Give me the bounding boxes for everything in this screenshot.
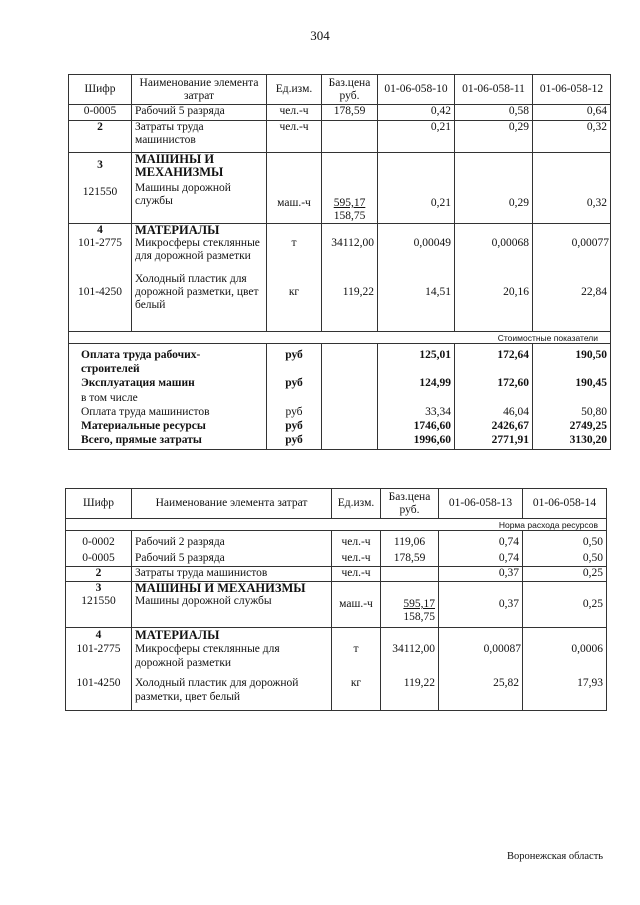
- price-text: 34112,00: [392, 643, 435, 655]
- summary-machines: Эксплуатация машин: [81, 377, 195, 390]
- unit-text: руб: [285, 377, 303, 390]
- row-value-1: 0,42: [378, 105, 455, 121]
- row-code: 0-0002: [82, 536, 115, 548]
- value-text: 124,99: [419, 377, 451, 390]
- section-title: МАШИНЫ И МЕХАНИЗМЫ: [135, 581, 306, 595]
- summary-col3: [533, 344, 611, 450]
- price-text: 34112,00: [331, 237, 374, 249]
- value-text: 0,74: [498, 536, 519, 548]
- section-code-cell: [66, 582, 132, 628]
- row-code: 0-0005: [69, 105, 132, 121]
- header-code: Шифр: [69, 75, 132, 105]
- summary-block: [69, 344, 611, 450]
- value-text: 172,60: [497, 377, 529, 390]
- row-name: Микросферы стеклянные для дорожной разметки: [135, 643, 280, 669]
- row-value-2: [523, 582, 607, 628]
- header-unit: Ед.изм.: [332, 489, 381, 519]
- row-value-1: [439, 628, 523, 711]
- value-text: 2749,25: [569, 419, 607, 432]
- resource-norm-note: Норма расхода ресурсов: [66, 519, 607, 531]
- row-value-2: [523, 628, 607, 711]
- unit-text: маш.-ч: [277, 197, 311, 209]
- section-number: 4: [95, 629, 102, 641]
- unit-text: руб: [285, 434, 303, 447]
- row-value-1: 0,21: [378, 121, 455, 153]
- row-value-2: 0,29: [455, 121, 533, 153]
- unit-text: кг: [288, 286, 300, 298]
- value-text: 22,84: [581, 286, 607, 298]
- value-text: 33,34: [425, 405, 451, 418]
- spacer: [270, 391, 318, 405]
- price-bottom: 158,75: [403, 611, 435, 623]
- page-number: 304: [310, 28, 330, 43]
- price-text: 178,59: [393, 552, 426, 564]
- row-value-2: [455, 224, 533, 332]
- row-values-2: [523, 531, 607, 567]
- row-code: 2: [69, 121, 132, 153]
- value-text: 0,0006: [571, 643, 603, 655]
- summary-materials: Материальные ресурсы: [81, 420, 206, 433]
- value-text: 0,37: [498, 598, 519, 610]
- value-text: 0,29: [508, 197, 529, 209]
- table-row: [66, 567, 607, 582]
- row-name: Холодный пластик для дорожной разметки, цвет белый: [135, 273, 259, 311]
- price-bottom: 158,75: [333, 210, 366, 222]
- section-number: 3: [97, 159, 103, 171]
- header-col2: 01-06-058-14: [523, 489, 607, 519]
- header-price: Баз.цена руб.: [322, 75, 378, 105]
- row-name: Рабочий 5 разряда: [135, 552, 225, 564]
- row-value-2: 0,58: [455, 105, 533, 121]
- value-text: 2426,67: [491, 419, 529, 432]
- spacer: [458, 362, 529, 376]
- row-values-1: [439, 531, 523, 567]
- row-value-3: 0,32: [533, 121, 611, 153]
- value-text: 1746,60: [413, 419, 451, 432]
- value-text: 0,00087: [483, 643, 521, 655]
- value-text: 50,80: [581, 405, 607, 418]
- header-code: Шифр: [66, 489, 132, 519]
- spacer: [270, 362, 318, 376]
- unit-text: руб: [285, 419, 303, 432]
- value-text: 14,51: [425, 286, 451, 298]
- value-text: 0,00068: [491, 237, 529, 249]
- value-text: 172,64: [497, 349, 529, 361]
- row-code: 2: [66, 567, 132, 582]
- header-price: Баз.цена руб.: [381, 489, 439, 519]
- spacer: [458, 391, 529, 405]
- value-text: 0,74: [498, 552, 519, 564]
- spacer: [536, 362, 607, 376]
- row-unit: [332, 582, 381, 628]
- row-unit: чел.-ч: [267, 121, 322, 153]
- value-text: 1996,60: [413, 434, 451, 447]
- section-name-cell: [132, 628, 332, 711]
- section-note-row: [69, 332, 611, 344]
- summary-including: в том числе: [81, 391, 138, 404]
- value-text: 0,00077: [571, 237, 609, 249]
- section-note-row: [66, 519, 607, 531]
- row-value-3: 0,64: [533, 105, 611, 121]
- row-units: [332, 531, 381, 567]
- row-price: 178,59: [322, 105, 378, 121]
- row-code: 101-2775: [76, 643, 121, 655]
- row-value-1: [378, 224, 455, 332]
- section-name-cell: [132, 582, 332, 628]
- value-text: 46,04: [503, 405, 529, 418]
- section-number: 3: [95, 582, 102, 594]
- row-value-3: [533, 224, 611, 332]
- unit-text: т: [353, 643, 359, 655]
- section-machines: [66, 582, 607, 628]
- region-footer: Воронежская область: [507, 851, 604, 862]
- summary-units: [267, 344, 322, 450]
- value-text: 0,50: [582, 536, 603, 548]
- row-code: 101-4250: [76, 677, 121, 689]
- row-price: [322, 153, 378, 224]
- section-title: МАТЕРИАЛЫ: [135, 223, 220, 237]
- row-name: Рабочий 5 разряда: [132, 105, 267, 121]
- unit-text: чел.-ч: [341, 552, 371, 564]
- row-value-1: 0,37: [439, 567, 523, 582]
- table-row: [69, 121, 611, 153]
- price-top: 595,17: [403, 598, 435, 610]
- header-col3: 01-06-058-12: [533, 75, 611, 105]
- summary-names: [69, 344, 267, 450]
- spacer: [536, 391, 607, 405]
- row-prices: [381, 531, 439, 567]
- header-unit: Ед.изм.: [267, 75, 322, 105]
- price-top: 595,17: [333, 197, 366, 209]
- section-machines: [69, 153, 611, 224]
- header-col2: 01-06-058-11: [455, 75, 533, 105]
- section-materials: [66, 628, 607, 711]
- unit-text: т: [291, 237, 297, 249]
- table-row: [69, 105, 611, 121]
- resource-table-1: [68, 74, 611, 450]
- value-text: 190,50: [575, 349, 607, 361]
- row-price: [381, 628, 439, 711]
- row-name: Холодный пластик для дорожной разметки, цвет белый: [135, 677, 299, 703]
- section-name-cell: [132, 153, 267, 224]
- row-name: Микросферы стеклянные для дорожной разметки: [135, 237, 260, 262]
- section-code-cell: [69, 224, 132, 332]
- value-text: 0,32: [586, 197, 607, 209]
- value-text: 0,25: [582, 598, 603, 610]
- row-unit: [267, 153, 322, 224]
- row-value-1: [439, 582, 523, 628]
- summary-labor: Оплата труда рабочих-строителей: [81, 349, 201, 376]
- row-code: 101-4250: [77, 286, 123, 298]
- section-code-cell: [66, 628, 132, 711]
- price-text: 119,22: [403, 677, 435, 689]
- value-text: 17,93: [577, 677, 603, 689]
- price-text: 119,22: [342, 286, 374, 298]
- row-name: Машины дорожной службы: [135, 182, 231, 207]
- unit-text: кг: [350, 677, 362, 689]
- row-price: [381, 567, 439, 582]
- row-unit: [332, 628, 381, 711]
- section-number: 4: [97, 224, 103, 236]
- value-text: 0,21: [430, 197, 451, 209]
- spacer: [381, 362, 451, 376]
- spacer: [381, 391, 451, 405]
- row-value-1: [378, 153, 455, 224]
- row-unit: чел.-ч: [332, 567, 381, 582]
- row-value-3: [533, 153, 611, 224]
- summary-operator-pay: Оплата труда машинистов: [81, 405, 210, 418]
- workers-block: [66, 531, 607, 567]
- unit-text: маш.-ч: [339, 598, 373, 610]
- header-name: Наименование элемента затрат: [132, 489, 332, 519]
- unit-text: чел.-ч: [341, 536, 371, 548]
- header-col1: 01-06-058-13: [439, 489, 523, 519]
- row-value-2: [455, 153, 533, 224]
- row-name: Затраты труда машинистов: [132, 121, 267, 153]
- value-text: 20,16: [503, 286, 529, 298]
- value-text: 25,82: [493, 677, 519, 689]
- section-title: МАШИНЫ И МЕХАНИЗМЫ: [135, 152, 224, 179]
- row-codes: [66, 531, 132, 567]
- section-name-cell: [132, 224, 267, 332]
- cost-indicators-note: Стоимостные показатели: [69, 332, 611, 344]
- summary-total: Всего, прямые затраты: [81, 434, 202, 447]
- table-header-row: [66, 489, 607, 519]
- row-code: 121550: [82, 186, 118, 198]
- row-unit: чел.-ч: [267, 105, 322, 121]
- row-price: [381, 582, 439, 628]
- row-name: Затраты труда машинистов: [132, 567, 332, 582]
- section-materials: [69, 224, 611, 332]
- price-text: 119,06: [393, 536, 426, 548]
- row-names: [132, 531, 332, 567]
- section-code-cell: [69, 153, 132, 224]
- value-text: 2771,91: [491, 434, 529, 447]
- header-col1: 01-06-058-10: [378, 75, 455, 105]
- row-value-2: 0,25: [523, 567, 607, 582]
- resource-table-2: [65, 488, 607, 711]
- row-price: [322, 224, 378, 332]
- row-unit: [267, 224, 322, 332]
- value-text: 190,45: [575, 377, 607, 390]
- row-name: Рабочий 2 разряда: [135, 536, 225, 548]
- value-text: 0,00049: [413, 237, 451, 249]
- row-code: 0-0005: [82, 552, 115, 564]
- unit-text: руб: [285, 349, 303, 361]
- value-text: 125,01: [419, 349, 451, 361]
- row-code: 121550: [81, 595, 116, 607]
- table-header-row: [69, 75, 611, 105]
- row-code: 101-2775: [77, 237, 123, 249]
- summary-empty-price: [322, 344, 378, 450]
- header-name: Наименование элемента затрат: [132, 75, 267, 105]
- value-text: 0,50: [582, 552, 603, 564]
- value-text: 3130,20: [569, 434, 607, 447]
- row-price: [322, 121, 378, 153]
- summary-col1: [378, 344, 455, 450]
- section-title: МАТЕРИАЛЫ: [135, 628, 220, 642]
- summary-col2: [455, 344, 533, 450]
- row-name: Машины дорожной службы: [135, 595, 272, 607]
- unit-text: руб: [285, 405, 303, 418]
